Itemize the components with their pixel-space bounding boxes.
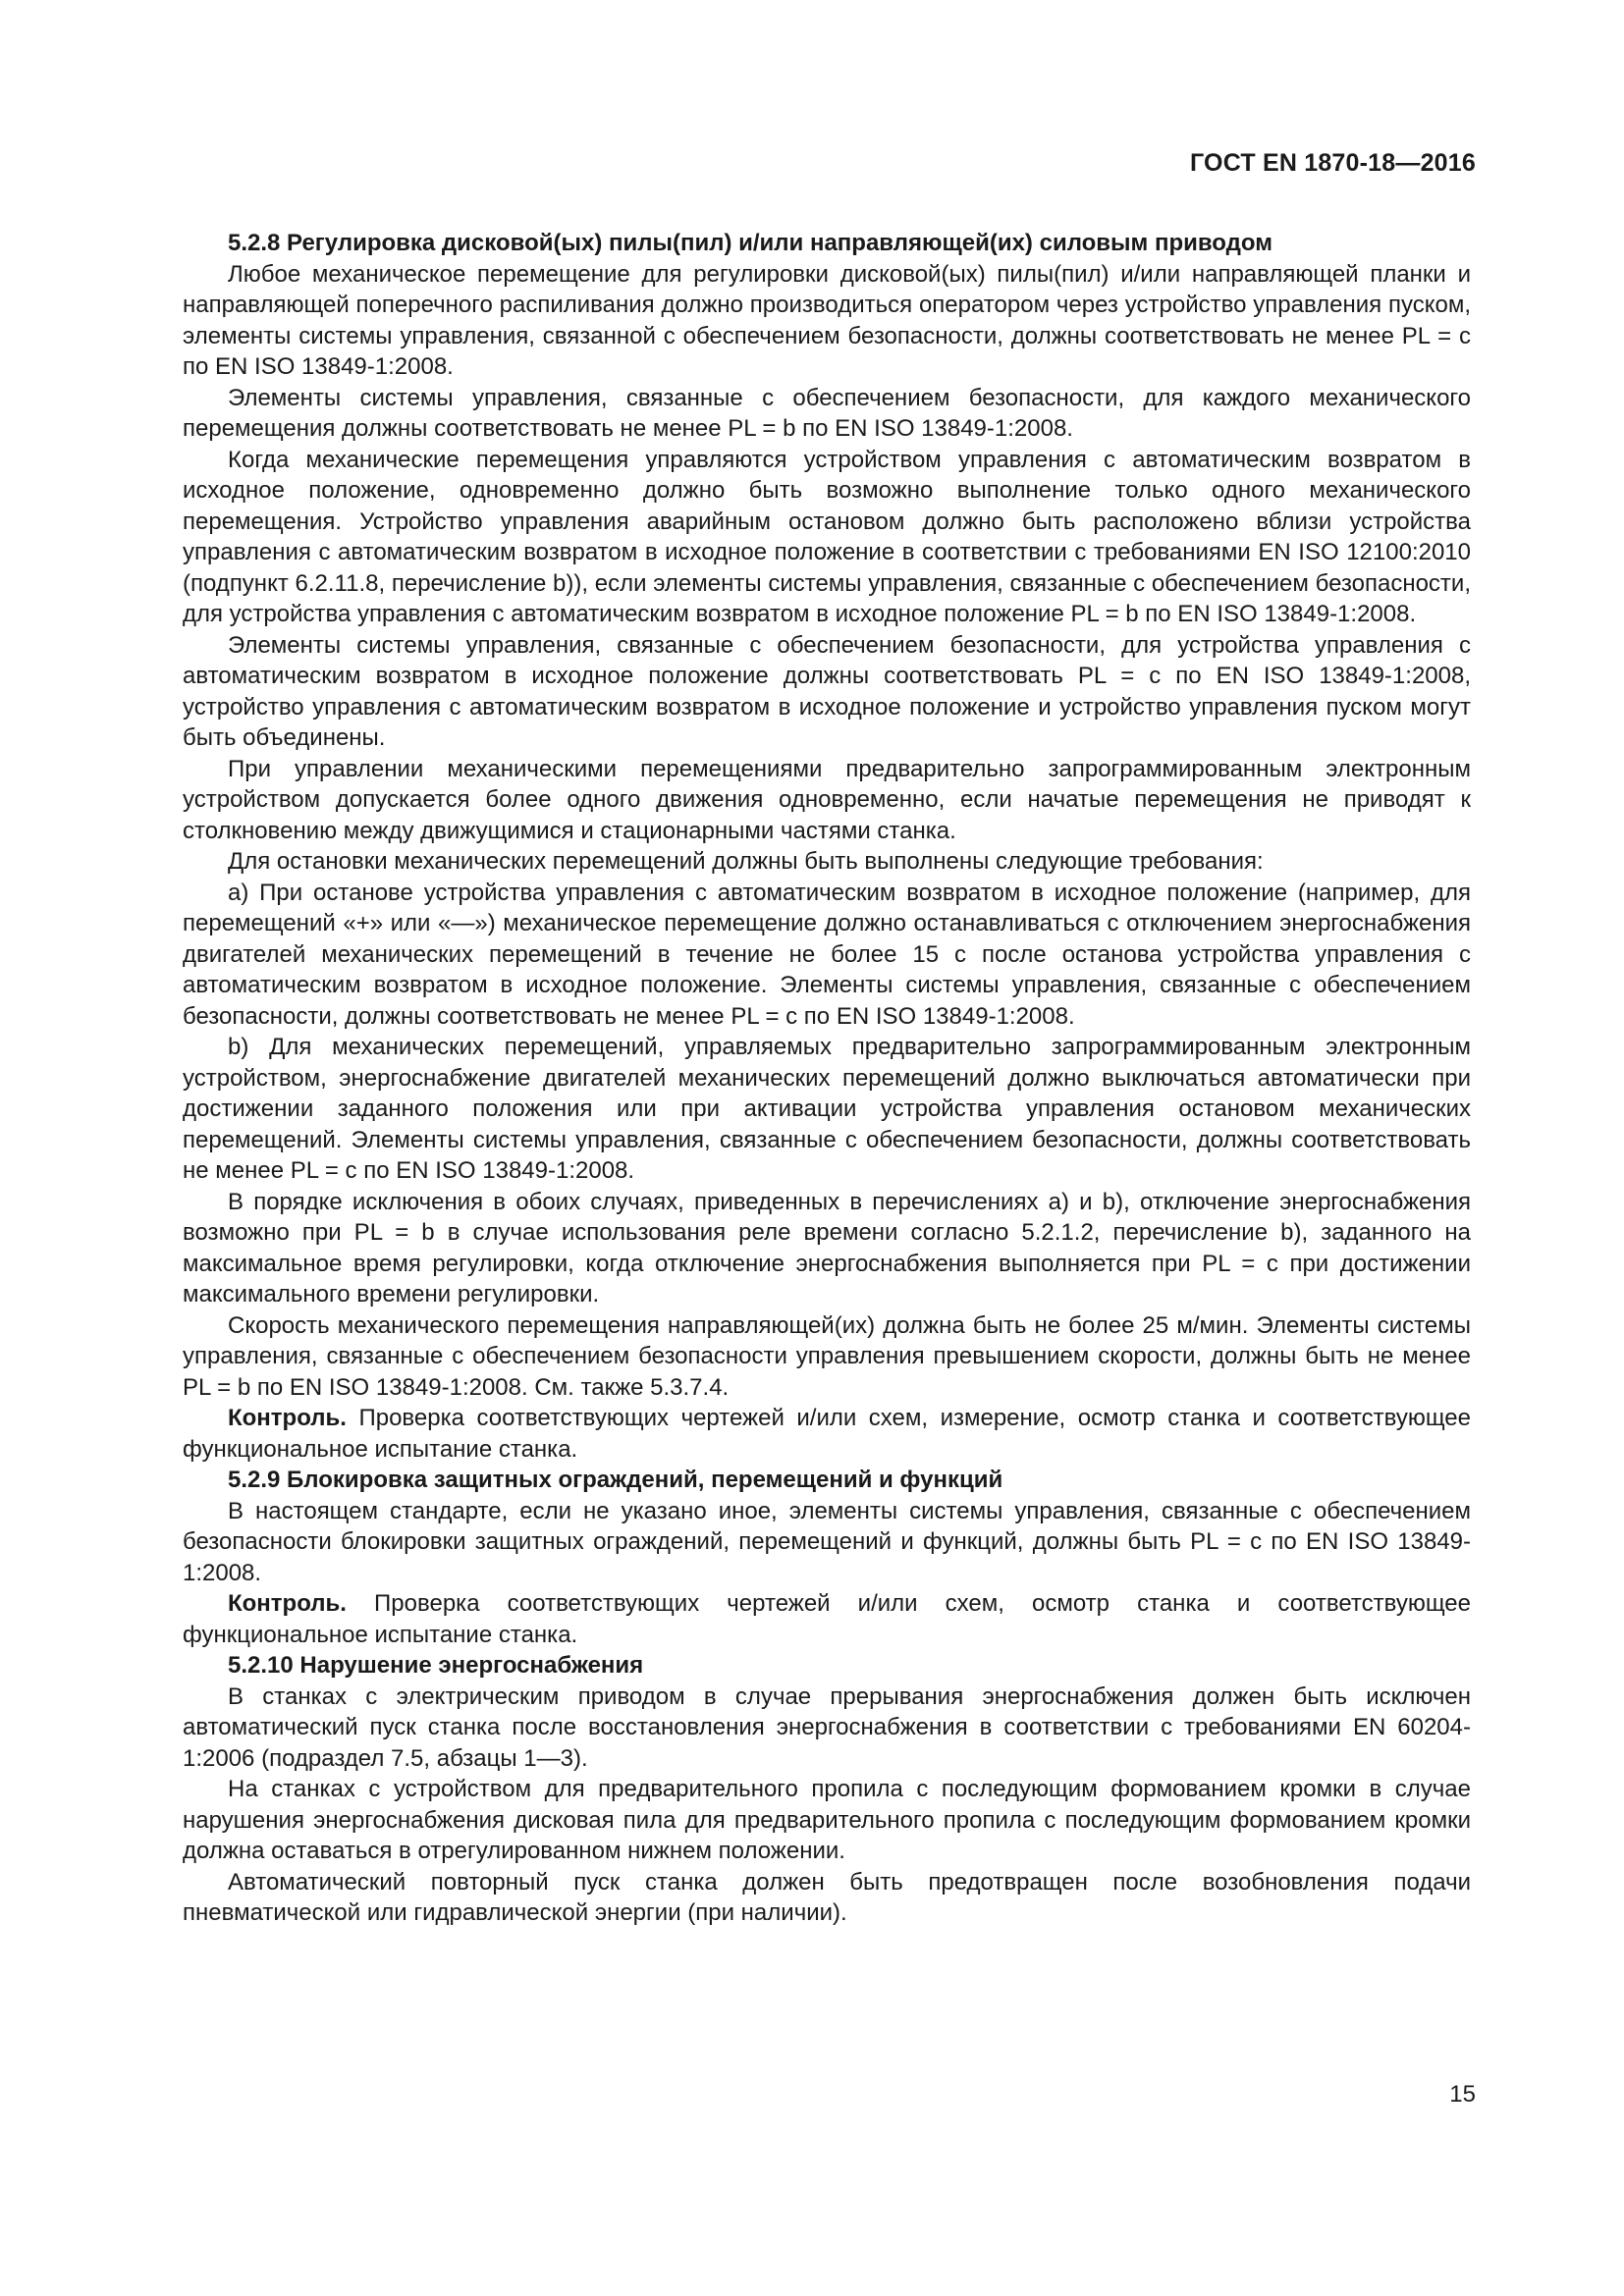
document-body (183, 228, 1471, 1929)
paragraph: Для остановки механических перемещений должны быть выполнены следующие требования: (228, 848, 1264, 875)
control-paragraph (183, 1403, 1471, 1465)
list-item-b: b) Для механических перемещений, управляемых предварительно запрограммированным электронным устройством, энергоснабжение двигателей механических перемещений должно выключаться автоматически при достижении заданного положения или при активации устройства управления остановом механических перемещений. Элементы системы управления, связанные с обеспечением безопасности, должны соответствовать не менее PL = c по EN ISO 13849-1:2008. (183, 1034, 1471, 1184)
paragraph: Элементы системы управления, связанные с обеспечением безопасности, для устройства управления с автоматическим возвратом в исходное положение должны соответствовать PL = c по EN ISO 13849-1:2008, устройство управления с автоматическим возвратом в исходное положение и устройство управления пуском могут быть объединены. (183, 631, 1471, 751)
paragraph: Любое механическое перемещение для регулировки дисковой(ых) пилы(пил) и/или направляющей планки и направляющей поперечного распиливания должно производиться оператором через устройство управления пуском, элементы системы управления, связанной с обеспечением безопасности, должны соответствовать не менее PL = c по EN ISO 13849-1:2008. (183, 260, 1471, 380)
control-text: Проверка соответствующих чертежей и/или схем, измерение, осмотр станка и соответствующее функциональное испытание станка. (183, 1405, 1471, 1463)
paragraph: Элементы системы управления, связанные с обеспечением безопасности, для каждого механического перемещения должны соответствовать не менее PL = b по EN ISO 13849-1:2008. (183, 384, 1471, 442)
document-header: ГОСТ EN 1870-18—2016 (1190, 149, 1476, 177)
paragraph: В настоящем стандарте, если не указано иное, элементы системы управления, связанные с обеспечением безопасности блокировки защитных ограждений, перемещений и функций, должны быть PL = c по EN ISO 13849-1:2008. (183, 1497, 1472, 1586)
paragraph: При управлении механическими перемещениями предварительно запрограммированным электронным устройством допускается более одного движения одновременно, если начатые перемещения не приводят к столкновению между движущимися и стационарными частями станка. (183, 755, 1471, 844)
paragraph: В станках с электрическим приводом в случае прерывания энергоснабжения должен быть исключен автоматический пуск станка после восстановления энергоснабжения в соответствии с требованиями EN 60204-1:2006 (подраздел 7.5, абзацы 1—3). (183, 1682, 1471, 1772)
page-number: 15 (1449, 2081, 1476, 2108)
control-label: Контроль. (228, 1590, 347, 1617)
section-heading-5-2-9: 5.2.9 Блокировка защитных ограждений, перемещений и функций (228, 1467, 1003, 1493)
paragraph: Когда механические перемещения управляются устройством управления с автоматическим возвратом в исходное положение, одновременно должно быть возможно выполнение только одного механического перемещения. Устройство управления аварийным остановом должно быть расположено вблизи устройства управления с автоматическим возвратом в исходное положение в соответствии с требованиями EN ISO 12100:2010 (подпункт 6.2.11.8, перечисление b)), если элементы системы управления, связанные с обеспечением безопасности, для устройства управления с автоматическим возвратом в исходное положение PL = b по EN ISO 13849-1:2008. (183, 446, 1471, 627)
list-item-a: a) При останове устройства управления с автоматическим возвратом в исходное положение (например, для перемещений «+» или «—») механическое перемещение должно останавливаться с отключением энергоснабжения двигателей механических перемещений в течение не более 15 с после останова устройства управления с автоматическим возвратом в исходное положение. Элементы системы управления, связанные с обеспечением безопасности, должны соответствовать не менее PL = c по EN ISO 13849-1:2008. (183, 879, 1471, 1030)
control-paragraph (183, 1588, 1471, 1650)
control-label: Контроль. (228, 1405, 347, 1431)
paragraph: На станках с устройством для предварительного пропила с последующим формованием кромки в случае нарушения энергоснабжения дисковая пила для предварительного пропила с последующим формованием кромки должна оставаться в отрегулированном нижнем положении. (183, 1776, 1471, 1864)
paragraph: В порядке исключения в обоих случаях, приведенных в перечислениях a) и b), отключение энергоснабжения возможно при PL = b в случае использования реле времени согласно 5.2.1.2, перечисление b), заданного на максимальное время регулировки, когда отключение энергоснабжения выполняется при PL = c при достижении максимального времени регулировки. (183, 1188, 1471, 1308)
control-text: Проверка соответствующих чертежей и/или схем, осмотр станка и соответствующее функциональное испытание станка. (183, 1590, 1471, 1648)
section-heading-5-2-10: 5.2.10 Нарушение энергоснабжения (228, 1652, 644, 1679)
paragraph: Скорость механического перемещения направляющей(их) должна быть не более 25 м/мин. Элементы системы управления, связанные с обеспечением безопасности управления превышением скорости, должны быть не менее PL = b по EN ISO 13849-1:2008. См. также 5.3.7.4. (183, 1311, 1471, 1401)
section-heading-5-2-8: 5.2.8 Регулировка дисковой(ых) пилы(пил) и/или направляющей(их) силовым приводом (228, 230, 1272, 256)
paragraph: Автоматический повторный пуск станка должен быть предотвращен после возобновления подачи пневматической или гидравлической энергии (при наличии). (183, 1868, 1471, 1926)
